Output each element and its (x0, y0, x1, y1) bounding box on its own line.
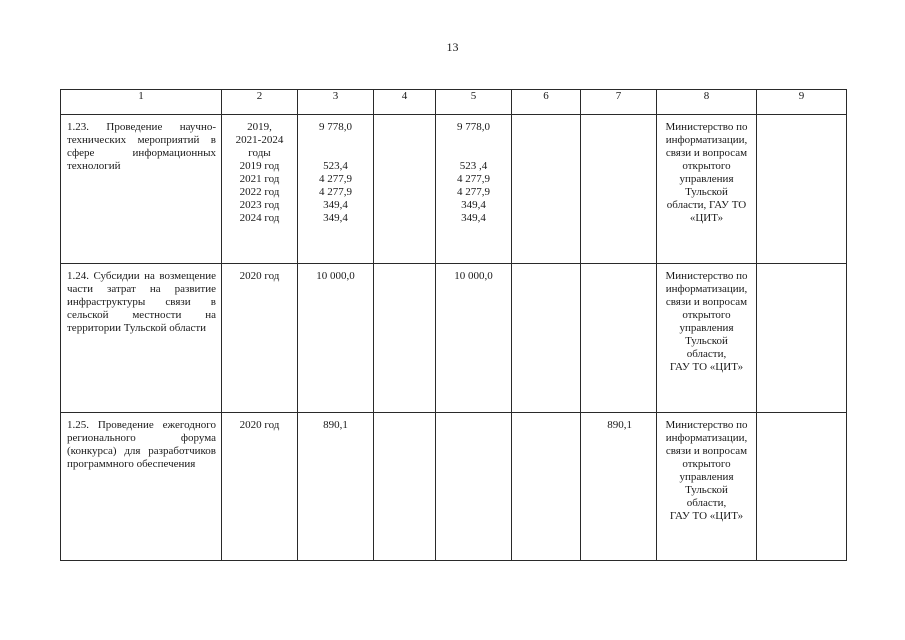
executor-line: информатизации, (665, 283, 748, 295)
column-5-cell (436, 413, 512, 561)
period-line: 2019 год (239, 160, 280, 172)
executor-line: открытого (682, 160, 731, 172)
period-line: годы (248, 147, 271, 159)
executor-line: Тульской (685, 335, 728, 347)
period-cell (222, 115, 298, 264)
column-header: 4 (374, 90, 436, 115)
executor-line: области, ГАУ ТО (666, 199, 747, 211)
amount-value: 4 277,9 (319, 186, 352, 198)
column-9-cell (757, 115, 847, 264)
period-cell (222, 264, 298, 413)
amount-spacer (298, 147, 373, 160)
executor-line: «ЦИТ» (689, 212, 724, 224)
executor-line: ГАУ ТО «ЦИТ» (669, 510, 744, 522)
amount-value: 349,4 (323, 199, 348, 211)
amount-value: 4 277,9 (457, 186, 490, 198)
amount-spacer (436, 147, 511, 160)
period-line: 2022 год (239, 186, 280, 198)
executor-cell (657, 264, 757, 413)
executor-line: управления (679, 322, 734, 334)
amount-spacer (298, 134, 373, 147)
total-amount-cell (298, 413, 374, 561)
amount-value: 523 ,4 (459, 160, 488, 172)
activity-name: 1.25. Проведение ежегодного регионального форума (конкурса) для разработчиков программного обеспечения (61, 413, 222, 561)
program-activities-table (60, 89, 847, 561)
amount-value: 9 778,0 (457, 121, 490, 133)
period-line: 2019, (247, 121, 272, 133)
amount-value: 349,4 (461, 212, 486, 224)
column-7-cell (581, 115, 657, 264)
table-row (61, 264, 847, 413)
executor-cell (657, 413, 757, 561)
column-header: 1 (61, 90, 222, 115)
amount-value: 349,4 (323, 212, 348, 224)
column-6-cell (512, 413, 581, 561)
executor-line: Министерство по (665, 419, 748, 431)
activity-name: 1.23. Проведение научно-технических мероприятий в сфере информационных технологий (61, 115, 222, 264)
executor-line: связи и вопросам (665, 296, 748, 308)
column-header: 7 (581, 90, 657, 115)
amount-value: 10 000,0 (454, 270, 493, 282)
period-line: 2023 год (239, 199, 280, 211)
amount-value: 4 277,9 (319, 173, 352, 185)
executor-line: управления (679, 471, 734, 483)
column-5-cell (436, 115, 512, 264)
column-header: 9 (757, 90, 847, 115)
executor-line: Министерство по (665, 121, 748, 133)
amount-value: 349,4 (461, 199, 486, 211)
amount-value: 10 000,0 (316, 270, 355, 282)
total-amount-cell (298, 115, 374, 264)
period-line: 2021 год (239, 173, 280, 185)
table-row (61, 115, 847, 264)
amount-spacer (436, 134, 511, 147)
executor-line: области, (686, 497, 727, 509)
table-header-row (61, 90, 847, 115)
executor-line: Министерство по (665, 270, 748, 282)
executor-line: информатизации, (665, 432, 748, 444)
period-line: 2021-2024 (235, 134, 284, 146)
column-9-cell (757, 413, 847, 561)
column-4-cell (374, 115, 436, 264)
executor-line: Тульской (685, 186, 728, 198)
executor-line: открытого (682, 458, 731, 470)
column-header: 3 (298, 90, 374, 115)
executor-line: управления (679, 173, 734, 185)
period-line: 2020 год (239, 419, 280, 431)
column-6-cell (512, 264, 581, 413)
column-header: 6 (512, 90, 581, 115)
column-header: 5 (436, 90, 512, 115)
column-7-cell: 890,1 (581, 413, 657, 561)
period-cell (222, 413, 298, 561)
amount-value: 890,1 (323, 419, 348, 431)
page-number: 13 (446, 40, 459, 54)
column-4-cell (374, 413, 436, 561)
column-header: 8 (657, 90, 757, 115)
column-6-cell (512, 115, 581, 264)
executor-line: открытого (682, 309, 731, 321)
period-line: 2024 год (239, 212, 280, 224)
executor-cell (657, 115, 757, 264)
executor-line: информатизации, (665, 134, 748, 146)
executor-line: области, (686, 348, 727, 360)
column-9-cell (757, 264, 847, 413)
executor-line: связи и вопросам (665, 147, 748, 159)
activity-name: 1.24. Субсидии на возмещение части затрат на развитие инфраструктуры связи в сельской местности на территории Тульской области (61, 264, 222, 413)
total-amount-cell (298, 264, 374, 413)
column-4-cell (374, 264, 436, 413)
column-header: 2 (222, 90, 298, 115)
amount-value: 4 277,9 (457, 173, 490, 185)
table-row (61, 413, 847, 561)
executor-line: связи и вопросам (665, 445, 748, 457)
executor-line: ГАУ ТО «ЦИТ» (669, 361, 744, 373)
executor-line: Тульской (685, 484, 728, 496)
period-line: 2020 год (239, 270, 280, 282)
amount-value: 523,4 (323, 160, 348, 172)
column-7-cell (581, 264, 657, 413)
column-5-cell (436, 264, 512, 413)
amount-value: 9 778,0 (319, 121, 352, 133)
